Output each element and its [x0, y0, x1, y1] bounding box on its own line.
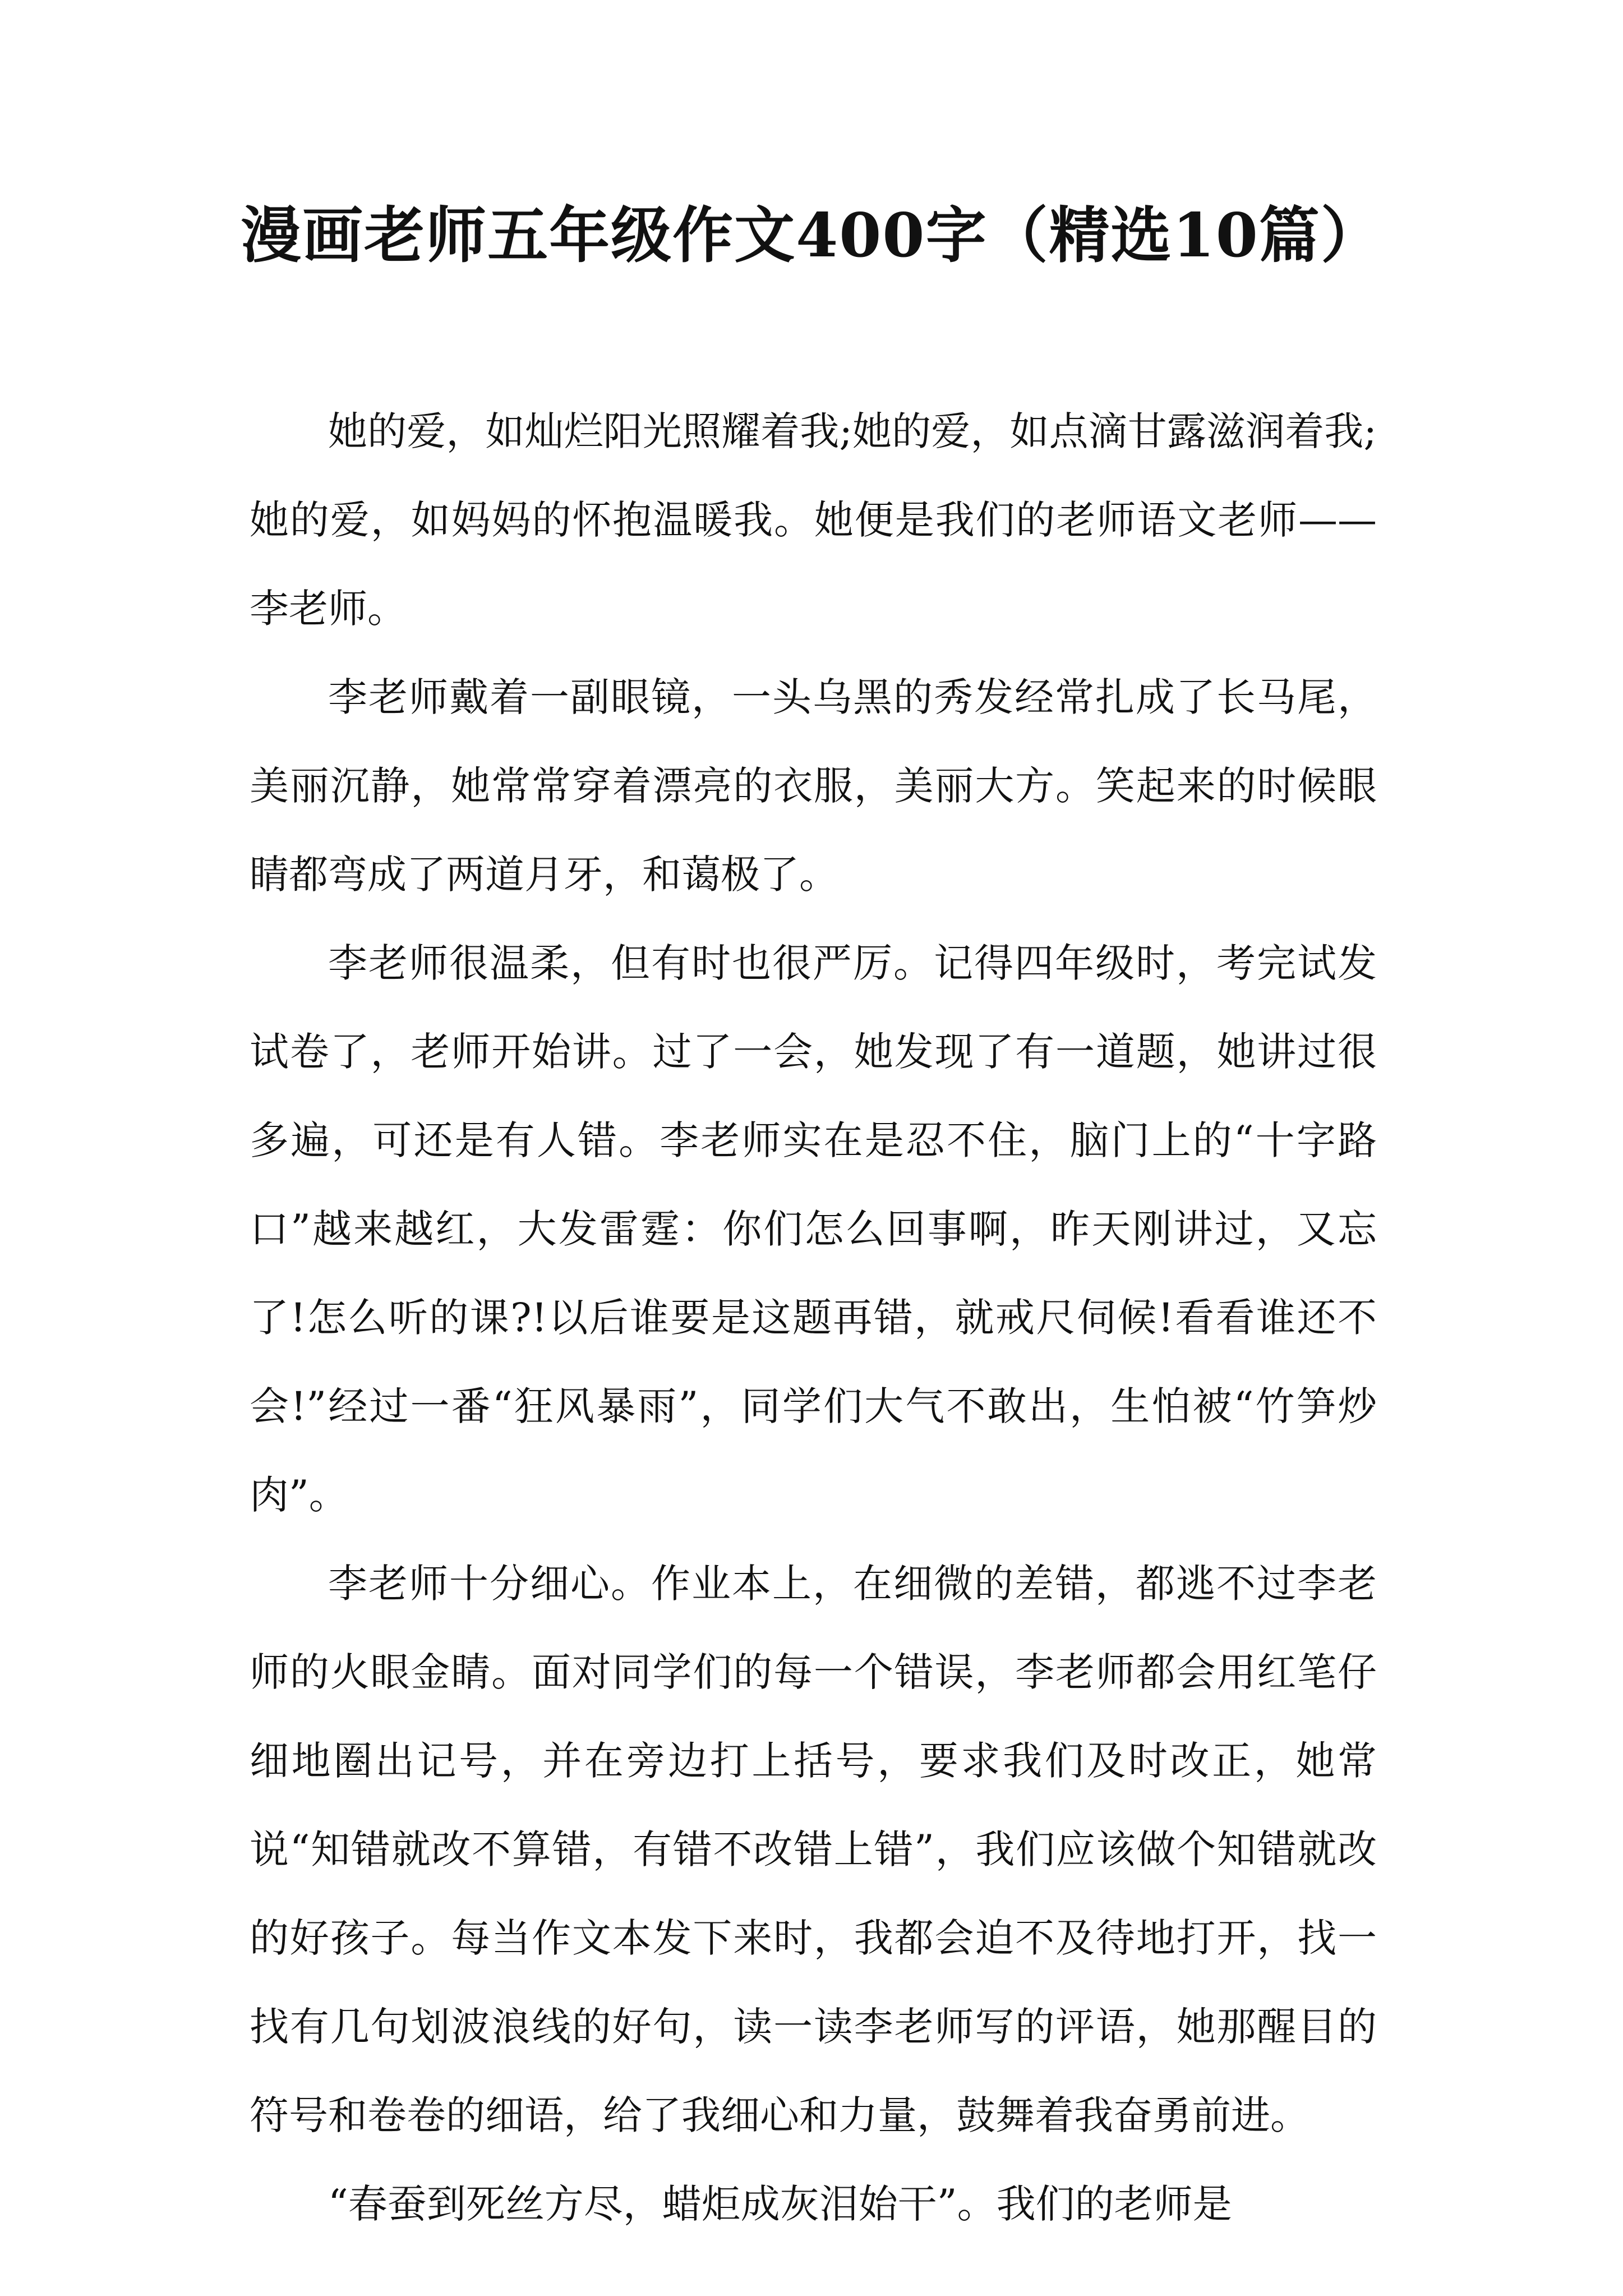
document-body	[250, 387, 1377, 2248]
paragraph: 李老师戴着一副眼镜，一头乌黑的秀发经常扎成了长马尾，美丽沉静，她常常穿着漂亮的衣服，美丽大方。笑起来的时候眼睛都弯成了两道月牙，和蔼极了。	[250, 674, 1377, 898]
paragraph: 李老师很温柔，但有时也很严厉。记得四年级时，考完试发试卷了，老师开始讲。过了一会，她发现了有一道题，她讲过很多遍，可还是有人错。李老师实在是忍不住，脑门上的“十字路口”越来越红，大发雷霆：你们怎么回事啊，昨天刚讲过，又忘了!怎么听的课?!以后谁要是这题再错，就戒尺伺候!看看谁还不会!”经过一番“狂风暴雨”，同学们大气不敢出，生怕被“竹笋炒肉”。	[250, 940, 1377, 1518]
paragraph: “春蚕到死丝方尽，蜡炬成灰泪始干”。我们的老师是	[328, 2181, 1232, 2227]
paragraph: 李老师十分细心。作业本上，在细微的差错，都逃不过李老师的火眼金睛。面对同学们的每一个错误，李老师都会用红笔仔细地圈出记号，并在旁边打上括号，要求我们及时改正，她常说“知错就改不算错，有错不改错上错”，我们应该做个知错就改的好孩子。每当作文本发下来时，我都会迫不及待地打开，找一找有几句划波浪线的好句，读一读李老师写的评语，她那醒目的符号和卷卷的细语，给了我细心和力量，鼓舞着我奋勇前进。	[250, 1561, 1377, 2138]
document-title: 漫画老师五年级作文400字（精选10篇）	[241, 200, 1382, 271]
paragraph: 她的爱，如灿烂阳光照耀着我;她的爱，如点滴甘露滋润着我;她的爱，如妈妈的怀抱温暖我。她便是我们的老师语文老师——李老师。	[250, 408, 1377, 632]
